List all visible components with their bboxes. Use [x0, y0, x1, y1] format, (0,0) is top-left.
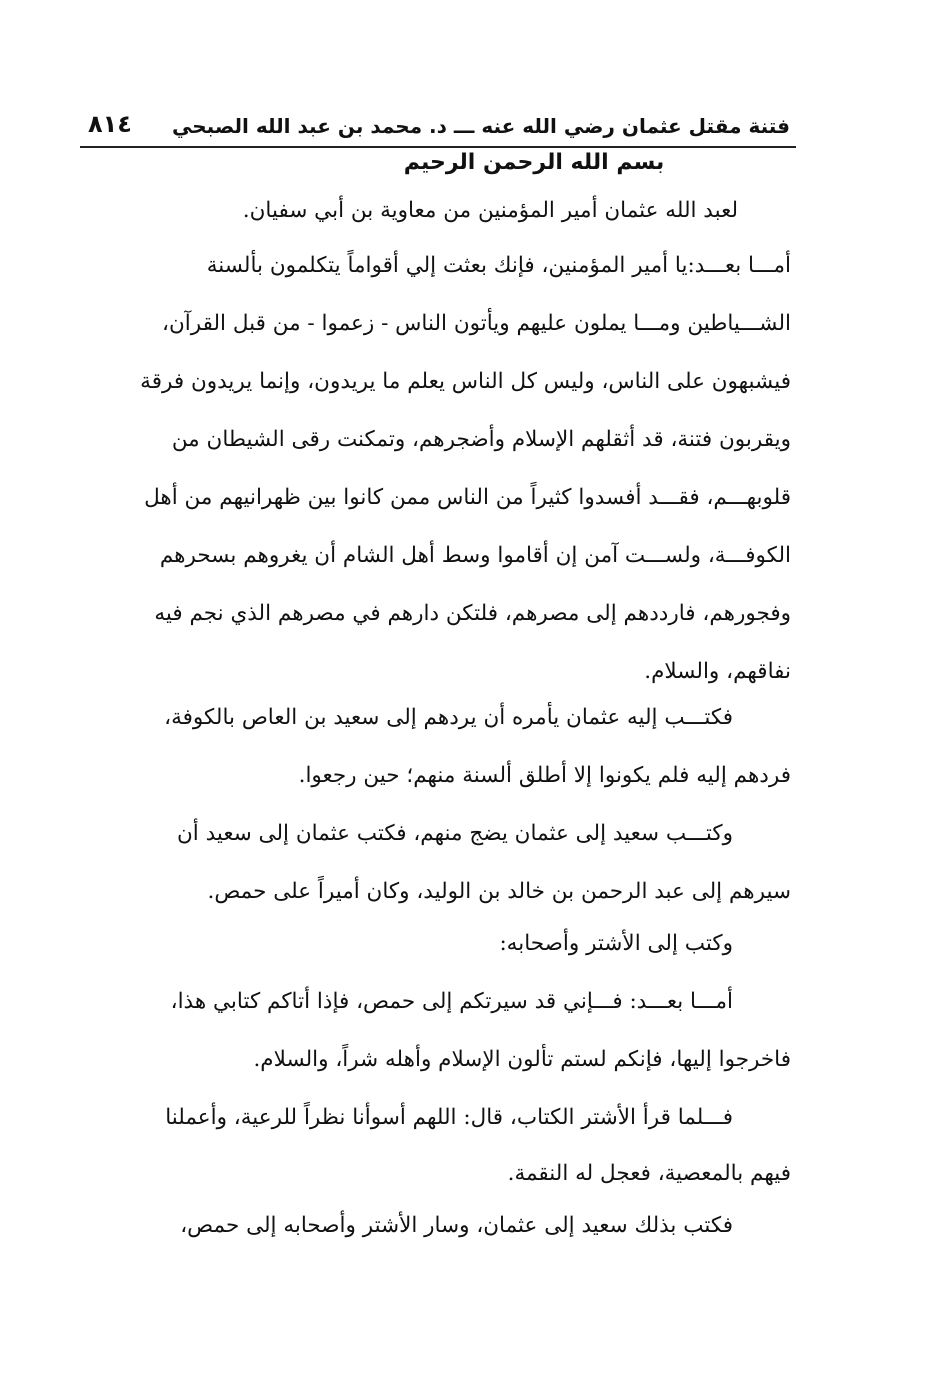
text-line: الشـــياطين ومـــا يملون عليهم ويأتون الناس - زعموا - من قبل القرآن، — [162, 311, 791, 336]
header-title: فتنة مقتل عثمان رضي الله عنه ـــ د. محمد بن عبد الله الصبحي — [172, 114, 790, 138]
text-line: ويقربون فتنة، قد أثقلهم الإسلام وأضجرهم، وتمكنت رقى الشيطان من — [171, 427, 791, 452]
text-line: وكتـــب سعيد إلى عثمان يضج منهم، فكتب عثمان إلى سعيد أن — [176, 821, 733, 846]
text-line: فكتب بذلك سعيد إلى عثمان، وسار الأشتر وأصحابه إلى حمص، — [180, 1213, 733, 1238]
text-line: لعبد الله عثمان أمير المؤمنين من معاوية بن أبي سفيان. — [242, 198, 738, 223]
text-line: نفاقهم، والسلام. — [644, 659, 791, 684]
text-line: فكتـــب إليه عثمان يأمره أن يردهم إلى سعيد بن العاص بالكوفة، — [164, 705, 733, 730]
text-line: فاخرجوا إليها، فإنكم لستم تألون الإسلام وأهله شراً، والسلام. — [253, 1047, 791, 1072]
text-line: أمـــا بعـــد:يا أمير المؤمنين، فإنك بعثت إلي أقواماً يتكلمون بألسنة — [206, 253, 791, 278]
text-line: وكتب إلى الأشتر وأصحابه: — [499, 931, 733, 956]
page-number: ٨١٤ — [88, 110, 132, 138]
text-line: فـــلما قرأ الأشتر الكتاب، قال: اللهم أسوأنا نظراً للرعية، وأعملنا — [165, 1105, 733, 1130]
text-line: وفجورهم، فارددهم إلى مصرهم، فلتكن دارهم في مصرهم الذي نجم فيه — [154, 601, 791, 626]
text-line: فيهم بالمعصية، فعجل له النقمة. — [507, 1161, 791, 1186]
basmala-heading: بسم الله الرحمن الرحيم — [403, 150, 665, 175]
text-line: سيرهم إلى عبد الرحمن بن خالد بن الوليد، وكان أميراً على حمص. — [207, 879, 791, 904]
running-header — [80, 102, 796, 148]
text-line: أمـــا بعـــد: فـــإني قد سيرتكم إلى حمص، فإذا أتاكم كتابي هذا، — [170, 989, 733, 1014]
text-line: فردهم إليه فلم يكونوا إلا أطلق ألسنة منهم؛ حين رجعوا. — [298, 763, 791, 788]
text-line: الكوفـــة، ولســـت آمن إن أقاموا وسط أهل الشام أن يغروهم بسحرهم — [159, 543, 791, 568]
text-line: قلوبهـــم، فقـــد أفسدوا كثيراً من الناس ممن كانوا بين ظهرانيهم من أهل — [144, 485, 791, 510]
text-line: فيشبهون على الناس، وليس كل الناس يعلم ما يريدون، وإنما يريدون فرقة — [140, 369, 791, 394]
